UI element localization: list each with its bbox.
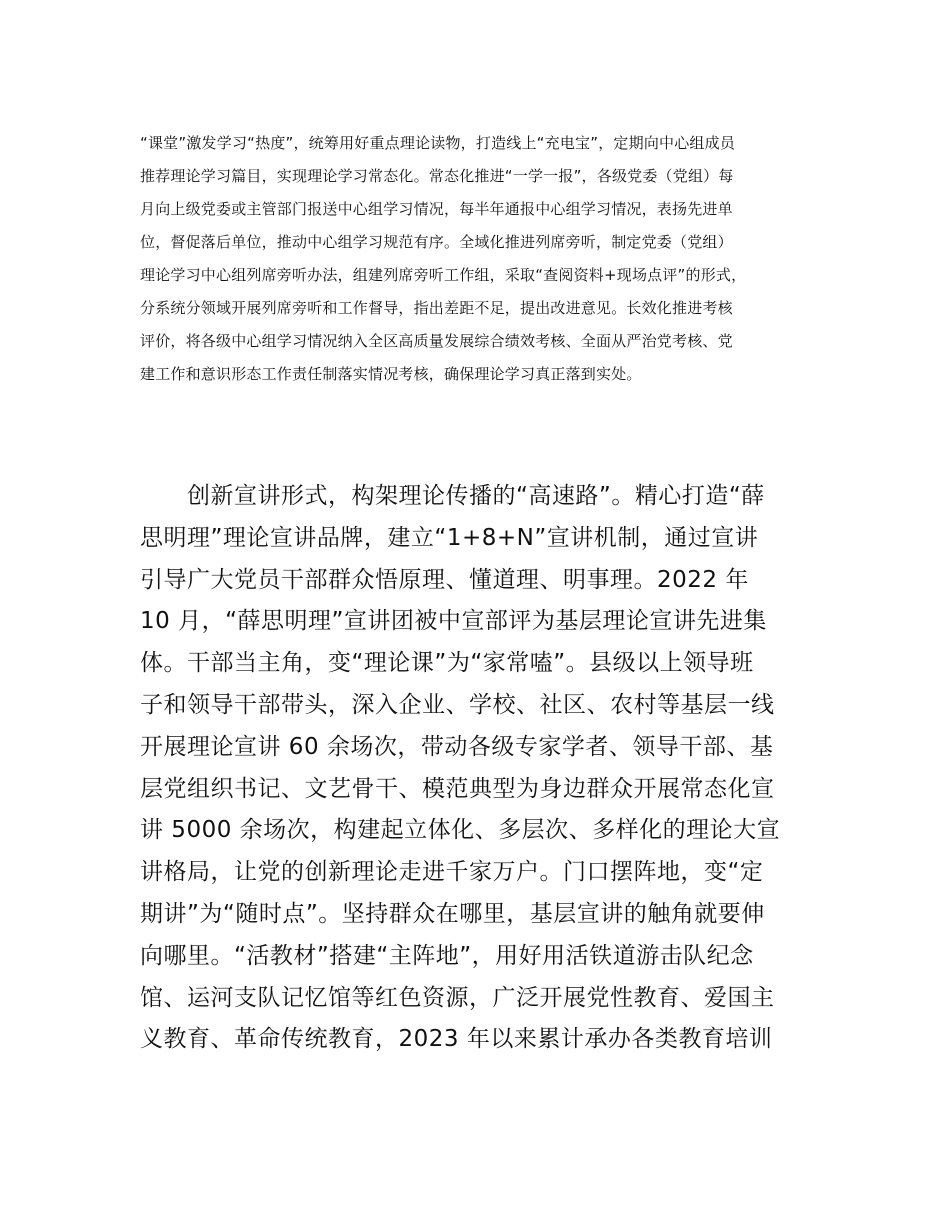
text-line: 位，督促落后单位，推动中心组学习规范有序。全域化推进列席旁听，制定党委（党组）: [140, 233, 733, 251]
text-line: 馆、运河支队记忆馆等红色资源，广泛开展党性教育、爱国主: [140, 984, 775, 1011]
text-line: 月向上级党委或主管部门报送中心组学习情况，每半年通报中心组学习情况，表扬先进单: [140, 200, 733, 218]
text-line: 评价，将各级中心组学习情况纳入全区高质量发展综合绩效考核、全面从严治党考核、党: [140, 332, 733, 350]
text-line: 10 月，“薛思明理”宣讲团被中宣部评为基层理论宣讲先进集: [140, 608, 767, 635]
text-line: 创新宣讲形式，构架理论传播的“高速路”。精心打造“薛: [140, 483, 765, 509]
text-line: “课堂”激发学习“热度”，统筹用好重点理论读物，打造线上“充电宝”，定期向中心组成员: [140, 134, 736, 152]
text-line: 子和领导干部带头，深入企业、学校、社区、农村等基层一线: [140, 691, 775, 718]
text-line: 讲 5000 余场次，构建起立体化、多层次、多样化的理论大宣: [140, 817, 781, 844]
text-line: 建工作和意识形态工作责任制落实情况考核，确保理论学习真正落到实处。: [140, 365, 642, 383]
text-line: 讲格局，让党的创新理论走进千家万户。门口摆阵地，变“定: [140, 859, 764, 886]
text-line: 开展理论宣讲 60 余场次，带动各级专家学者、领导干部、基: [140, 733, 774, 760]
text-line: 义教育、革命传统教育，2023 年以来累计承办各类教育培训: [140, 1026, 773, 1053]
text-line: 引导广大党员干部群众悟原理、懂道理、明事理。2022 年: [140, 566, 749, 593]
text-line: 层党组织书记、文艺骨干、模范典型为身边群众开展常态化宣: [140, 775, 775, 802]
text-line: 期讲”为“随时点”。坚持群众在哪里，基层宣讲的触角就要伸: [140, 900, 765, 927]
text-line: 推荐理论学习篇目，实现理论学习常态化。常态化推进“一学一报”，各级党委（党组）每: [140, 167, 734, 185]
text-line: 思明理”理论宣讲品牌，建立“1+8+N”宣讲机制，通过宣讲: [140, 524, 759, 551]
text-line: 理论学习中心组列席旁听办法，组建列席旁听工作组，采取“查阅资料+现场点评”的形式，: [140, 266, 747, 284]
text-line: 向哪里。“活教材”搭建“主阵地”，用好用活铁道游击队纪念: [140, 942, 754, 969]
text-line: 体。干部当主角，变“理论课”为“家常嗑”。县级以上领导班: [140, 650, 754, 677]
text-line: 分系统分领域开展列席旁听和工作督导，指出差距不足，提出改进意见。长效化推进考核: [140, 299, 733, 317]
paragraph-innovative-lectures: [140, 476, 830, 1061]
paragraph-study-mechanism: [140, 127, 830, 391]
